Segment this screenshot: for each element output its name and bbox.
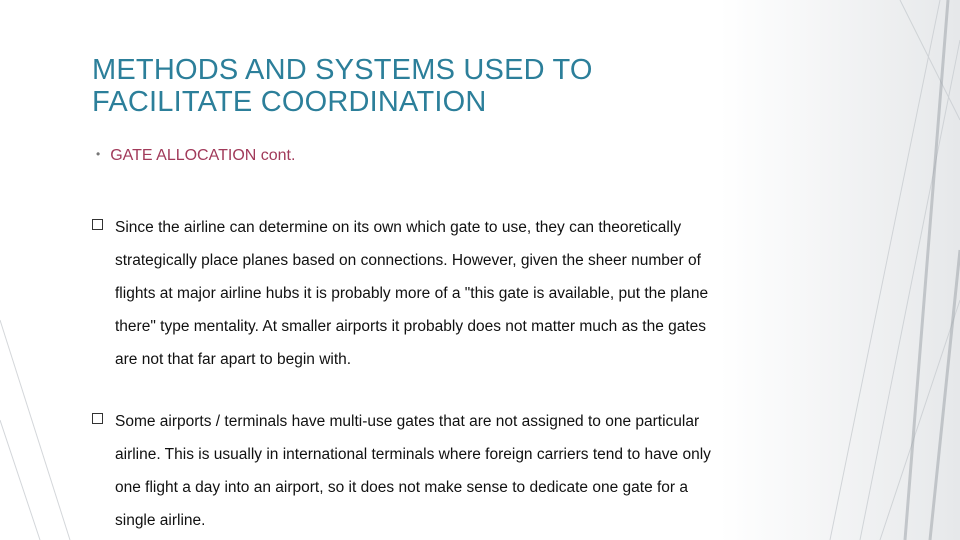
paragraph-2-line: one flight a day into an airport, so it does not make sense to dedicate one gate for a xyxy=(115,479,689,496)
subtitle-bullet xyxy=(96,147,295,165)
checkbox-bullet-icon xyxy=(92,219,103,230)
paragraph-1-line: are not that far apart to begin with. xyxy=(115,351,352,368)
paragraph-2 xyxy=(92,405,812,537)
slide-title xyxy=(92,54,712,118)
paragraph-2-line: single airline. xyxy=(115,512,206,529)
paragraph-1-line: flights at major airline hubs it is probably more of a "this gate is available, put the plane xyxy=(115,285,709,302)
paragraph-2-line: Some airports / terminals have multi-use gates that are not assigned to one particular xyxy=(115,413,700,430)
paragraph-2-line: airline. This is usually in international terminals where foreign carriers tend to have only xyxy=(115,446,711,463)
slide-title-line-2: FACILITATE COORDINATION xyxy=(92,86,487,118)
checkbox-bullet-icon xyxy=(92,413,103,424)
slide-title-line-1: METHODS AND SYSTEMS USED TO xyxy=(92,54,593,86)
paragraph-1-line: strategically place planes based on connections. However, given the sheer number of xyxy=(115,252,701,269)
paragraph-1 xyxy=(92,211,812,376)
paragraph-1-line: Since the airline can determine on its own which gate to use, they can theoretically xyxy=(115,219,682,236)
bullet-dot-icon: • xyxy=(96,147,101,161)
subtitle-text: GATE ALLOCATION cont. xyxy=(110,147,296,164)
paragraph-1-line: there" type mentality. At smaller airports it probably does not matter much as the gates xyxy=(115,318,707,335)
